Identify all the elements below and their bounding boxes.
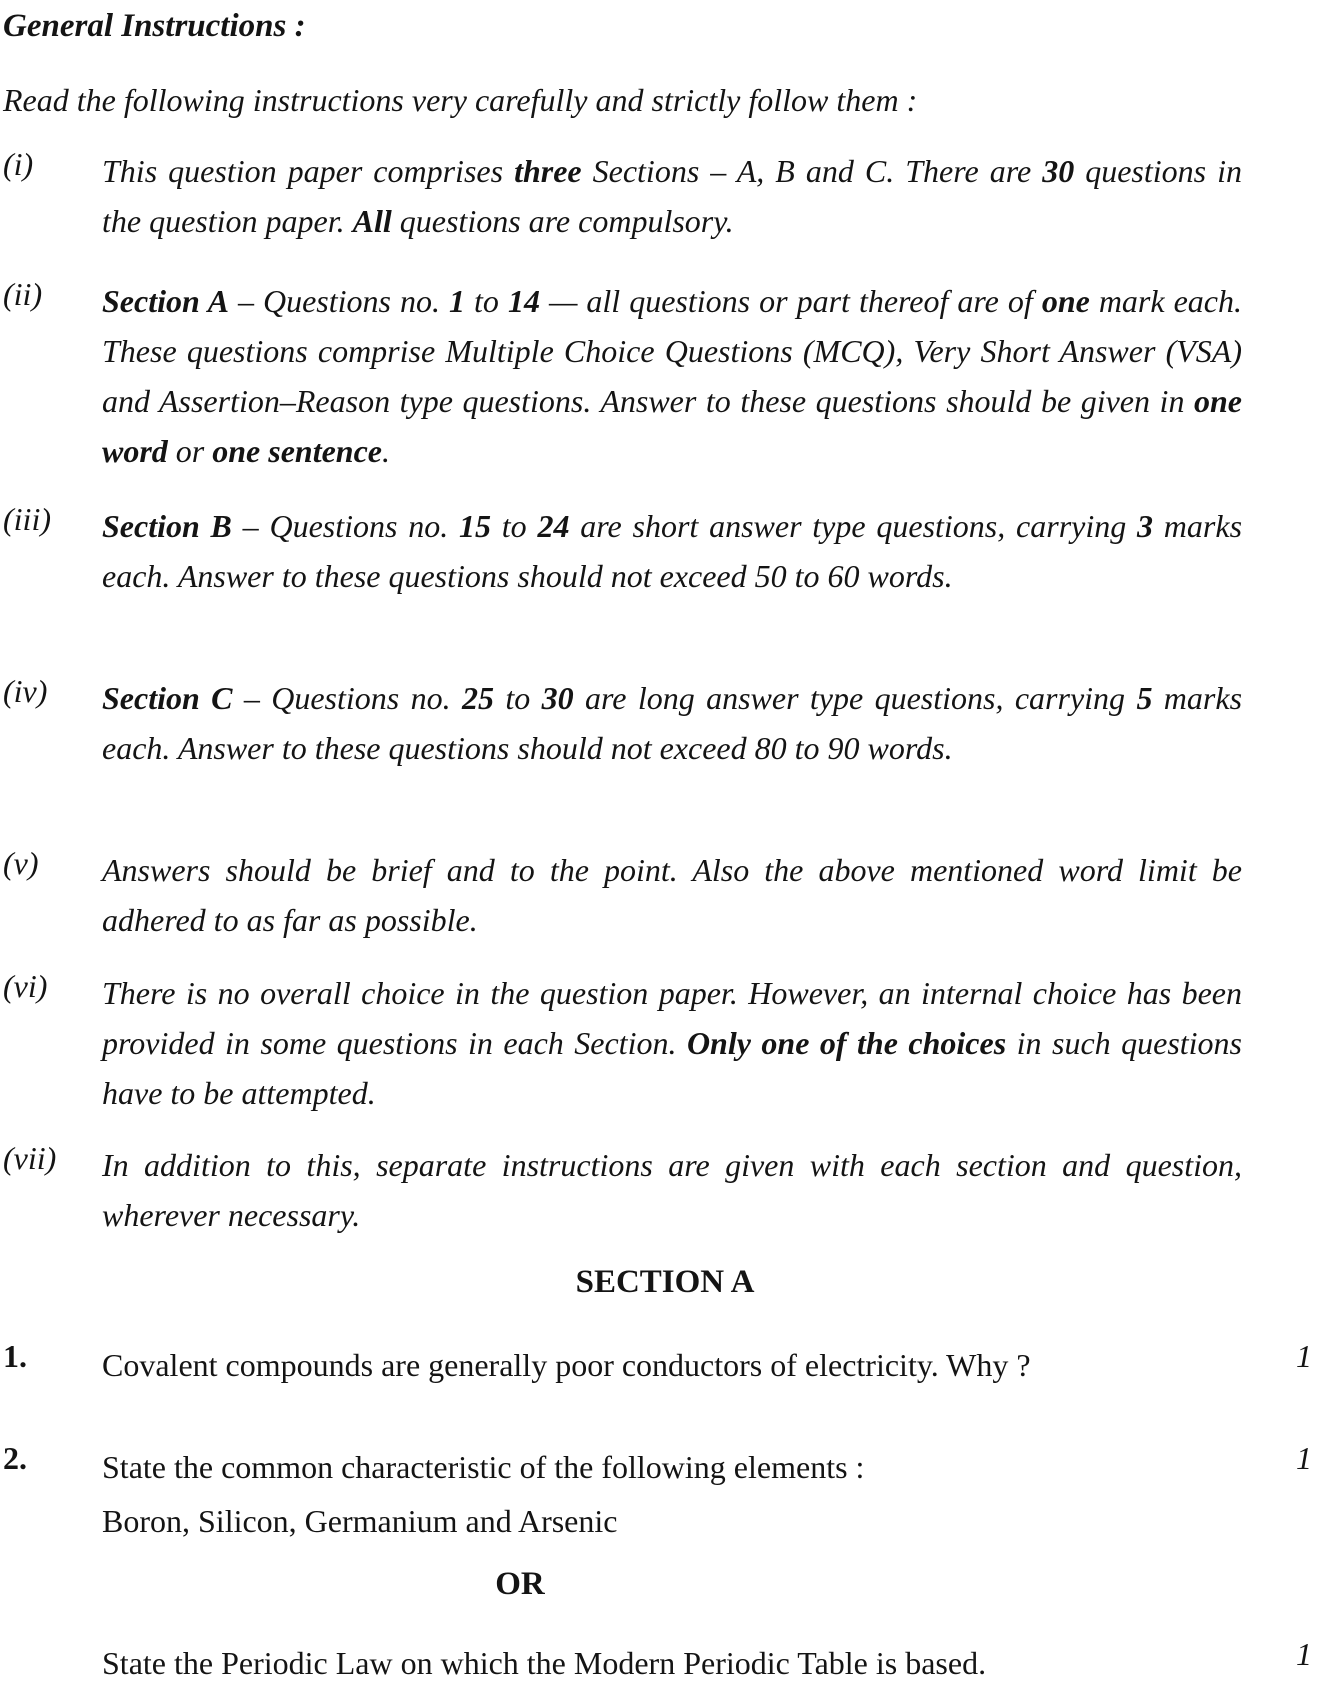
instruction-number: (iv) xyxy=(3,673,48,709)
bold-text: three xyxy=(514,153,582,189)
bold-text: 15 xyxy=(459,508,492,544)
text-run: — all questions or part thereof are of xyxy=(539,283,1042,319)
text-run: or xyxy=(167,433,213,469)
instruction-number: (v) xyxy=(3,845,39,881)
bold-text: 24 xyxy=(537,508,570,544)
instruction-number: (vii) xyxy=(3,1140,57,1176)
question-text: Covalent compounds are generally poor conductors of electricity. Why ? xyxy=(102,1347,1031,1383)
text-run: are short answer type questions, carrying xyxy=(569,508,1138,544)
bold-text: Section A xyxy=(102,283,229,319)
text-run: There is no overall choice in the question paper. However, an internal choice has been provided in some questions in each Section. xyxy=(102,975,1242,1061)
instruction-text xyxy=(102,1140,1242,1240)
bold-text: 25 xyxy=(461,680,494,716)
instruction-text xyxy=(102,968,1242,1118)
bold-text: one sentence xyxy=(212,433,382,469)
question-text-line: Boron, Silicon, Germanium and Arsenic xyxy=(102,1503,618,1539)
question-text-line: State the common characteristic of the following elements : xyxy=(102,1449,865,1485)
bold-text: Section B xyxy=(102,508,232,544)
text-run: In addition to this, separate instructions are given with each section and question, wherever necessary. xyxy=(102,1147,1242,1233)
instruction-number: (iii) xyxy=(3,501,51,537)
question-alt-text: State the Periodic Law on which the Modern Periodic Table is based. xyxy=(102,1645,987,1681)
text-run: – Questions no. xyxy=(228,283,450,319)
bold-text: 1 xyxy=(449,283,466,319)
text-run: – Questions no. xyxy=(232,680,462,716)
section-a-heading: SECTION A xyxy=(575,1264,755,1300)
instruction-text xyxy=(102,845,1242,945)
bold-text: one word xyxy=(102,383,1242,469)
instruction-text xyxy=(102,673,1242,773)
instruction-text xyxy=(102,276,1242,476)
text-run: to xyxy=(465,283,508,319)
text-run: questions in the question paper. xyxy=(102,153,1242,239)
bold-text: 30 xyxy=(1042,153,1075,189)
question-marks: 1 xyxy=(1296,1636,1312,1672)
instruction-number: (vi) xyxy=(3,968,48,1004)
text-run: Sections – A, B and C. There are xyxy=(581,153,1043,189)
text-run: to xyxy=(493,680,542,716)
text-run: marks each. Answer to these questions should not exceed 80 to 90 words. xyxy=(102,680,1243,766)
text-run: to xyxy=(491,508,538,544)
bold-text: 30 xyxy=(541,680,574,716)
instruction-number: (ii) xyxy=(3,276,43,312)
instruction-text xyxy=(102,146,1242,246)
question-marks: 1 xyxy=(1296,1338,1312,1374)
question-text xyxy=(102,1440,1182,1548)
text-run: Answers should be brief and to the point. Also the above mentioned word limit be adhered to as far as possible. xyxy=(102,852,1242,938)
bold-text: 3 xyxy=(1137,508,1154,544)
text-run: in such questions have to be attempted. xyxy=(102,1025,1243,1111)
text-run: . xyxy=(382,433,390,469)
text-run: marks each. Answer to these questions should not exceed 50 to 60 words. xyxy=(102,508,1243,594)
bold-text: Only one of the choices xyxy=(686,1025,1007,1061)
instruction-text xyxy=(102,501,1242,601)
instructions-intro: Read the following instructions very carefully and strictly follow them : xyxy=(3,82,918,118)
text-run: questions are compulsory. xyxy=(391,203,734,239)
text-run: – Questions no. xyxy=(231,508,460,544)
question-number: 1. xyxy=(3,1338,27,1374)
text-run: This question paper comprises xyxy=(102,153,515,189)
question-number: 2. xyxy=(3,1440,27,1476)
or-label: OR xyxy=(495,1566,545,1602)
question-marks: 1 xyxy=(1296,1440,1312,1476)
bold-text: 14 xyxy=(507,283,540,319)
bold-text: one xyxy=(1041,283,1090,319)
bold-text: All xyxy=(352,203,392,239)
bold-text: 5 xyxy=(1136,680,1153,716)
general-instructions-heading: General Instructions : xyxy=(3,8,306,44)
instruction-number: (i) xyxy=(3,146,34,182)
bold-text: Section C xyxy=(102,680,233,716)
text-run: mark each. These questions comprise Multiple Choice Questions (MCQ), Very Short Answer (VSA) and Assertion–Reason type questions. Answer to these questions should be given in xyxy=(102,283,1243,419)
text-run: are long answer type questions, carrying xyxy=(573,680,1137,716)
